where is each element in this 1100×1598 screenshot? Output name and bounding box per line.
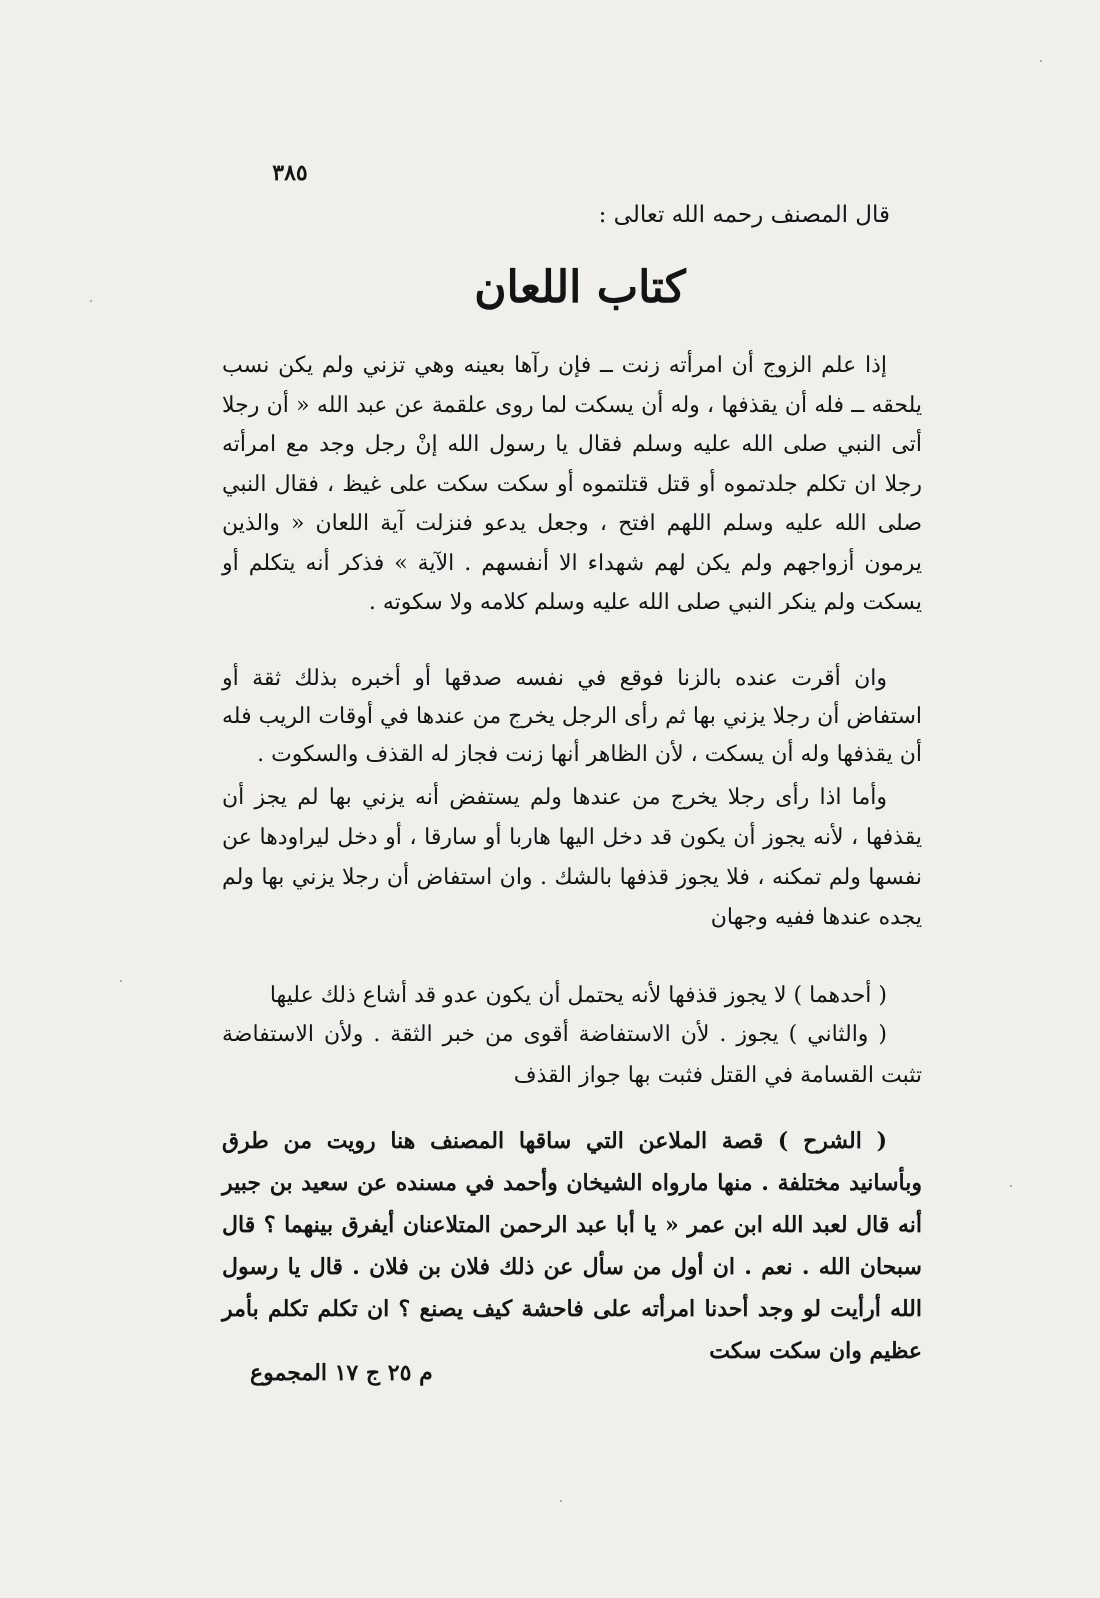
printer-signature: م ٢٥ ج ١٧ المجموع	[250, 1360, 433, 1386]
commentary-section	[222, 1120, 922, 1372]
paragraph-text: وان أقرت عنده بالزنا فوقع في نفسه صدقها أو أخبره بذلك ثقة أو استفاض أن رجلا يزني بها ثم رأى الرجل يخرج من عندها في أوقات الريب فله أن يقذفها وله أن يسكت ، لأن الظاهر أنها زنت فجاز له القذف والسكوت .	[222, 666, 922, 767]
paragraph-text: ( أحدهما ) لا يجوز قذفها لأنه يحتمل أن يكون عدو قد أشاع ذلك عليها	[269, 983, 887, 1008]
first-opinion-paragraph	[222, 976, 922, 1016]
author-intro-line: قال المصنف رحمه الله تعالى :	[598, 202, 890, 228]
page-number: ٣٨٥	[272, 160, 308, 186]
paragraph-text: إذا علم الزوج أن امرأته زنت ــ فإن رآها بعينه وهي تزني ولم يكن نسب يلحقه ــ فله أن يقذفها ، وله أن يسكت لما روى علقمة عن عبد الله « أن رجلا أتى النبي صلى الله عليه وسلم فقال يا رسول الله إنْ رجل وجد مع امرأته رجلا ان تكلم جلدتموه أو قتل قتلتموه أو سكت سكت على غيظ ، فقال النبي صلى الله عليه وسلم اللهم افتح ، وجعل يدعو فنزلت آية اللعان « والذين يرمون أزواجهم ولم يكن لهم شهداء الا أنفسهم . الآية » فذكر أنه يتكلم أو يسكت ولم ينكر النبي صلى الله عليه وسلم كلامه ولا سكوته .	[222, 353, 922, 615]
second-opinion-paragraph	[222, 1014, 922, 1096]
main-text-paragraph-1	[222, 346, 922, 623]
commentary-text: ( الشرح ) قصة الملاعن التي ساقها المصنف هنا رويت من طرق وبأسانيد مختلفة . منها مارواه الشيخان وأحمد في مسنده عن سعيد بن جبير أنه قال لعبد الله ابن عمر « يا أبا عبد الرحمن المتلاعنان أيفرق بينهما ؟ قال سبحان الله . نعم . ان أول من سأل عن ذلك فلان بن فلان . قال يا رسول الله أرأيت لو وجد أحدنا امرأته على فاحشة كيف يصنع ؟ ان تكلم تكلم بأمر عظيم وان سكت سكت	[222, 1128, 922, 1364]
main-text-paragraph-2	[222, 660, 922, 774]
main-text-paragraph-3	[222, 778, 922, 938]
chapter-title: كتاب اللعان	[474, 262, 686, 313]
paragraph-text: وأما اذا رأى رجلا يخرج من عندها ولم يستفض أنه يزني بها لم يجز أن يقذفها ، لأنه يجوز أن يكون قد دخل اليها هاربا أو سارقا ، أو دخل ليراودها عن نفسها ولم تمكنه ، فلا يجوز قذفها بالشك . وان استفاض أن رجلا يزني بها ولم يجده عندها ففيه وجهان	[222, 785, 922, 930]
paragraph-text: ( والثاني ) يجوز . لأن الاستفاضة أقوى من خبر الثقة . ولأن الاستفاضة تثبت القسامة في القتل فثبت بها جواز القذف	[222, 1022, 922, 1088]
